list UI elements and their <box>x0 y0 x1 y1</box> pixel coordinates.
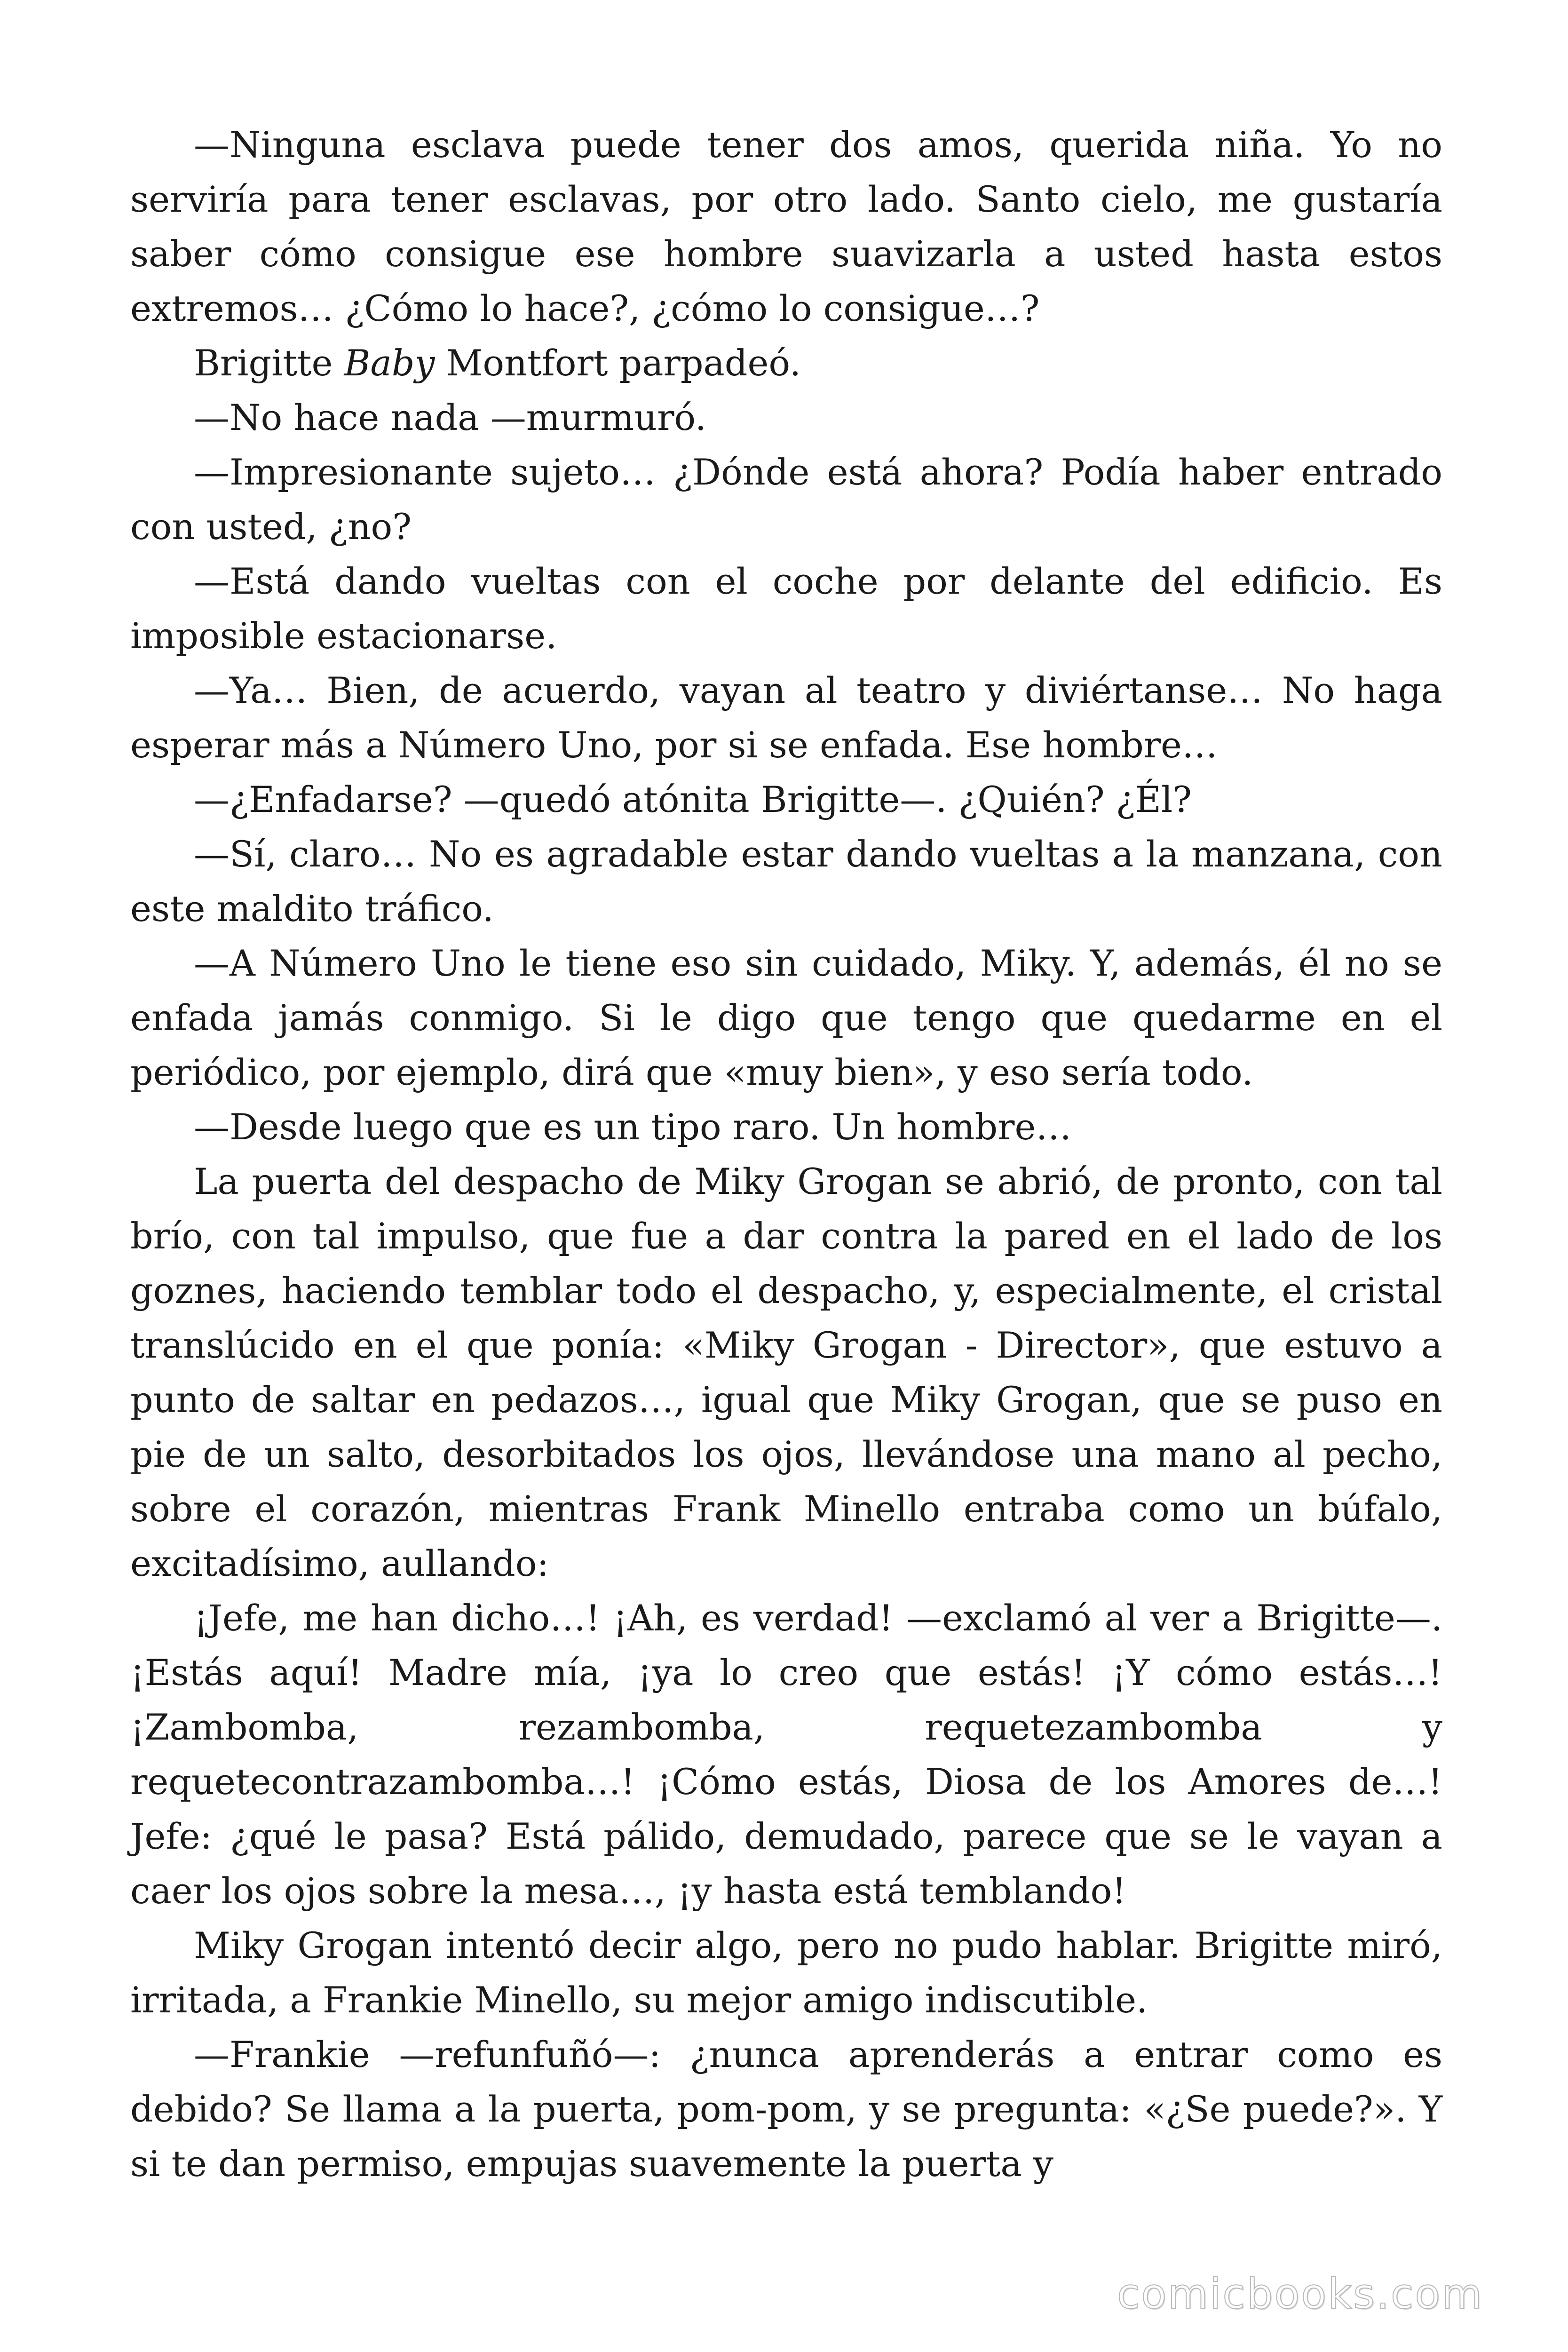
paragraph: —Ya… Bien, de acuerdo, vayan al teatro y diviértanse… No haga esperar más a Número Uno, por si se enfada. Ese hombre… <box>130 669 1442 766</box>
paragraph: Miky Grogan intentó decir algo, pero no pudo hablar. Brigitte miró, irritada, a Frankie Minello, su mejor amigo indiscutible. <box>130 1924 1442 2021</box>
watermark: comicbooks.com <box>1117 2270 1483 2318</box>
paragraph: —A Número Uno le tiene eso sin cuidado, Miky. Y, además, él no se enfada jamás conmigo. Si le digo que tengo que quedarme en el periódico, por ejemplo, dirá que «muy bien», y eso sería todo. <box>130 942 1442 1093</box>
paragraph: —Sí, claro… No es agradable estar dando vueltas a la manzana, con este maldito tráfico. <box>130 833 1442 930</box>
paragraph: —No hace nada —murmuró. <box>194 397 707 438</box>
paragraph-text: Montfort parpadeó. <box>435 342 801 384</box>
paragraph: La puerta del despacho de Miky Grogan se abrió, de pronto, con tal brío, con tal impulso, que fue a dar contra la pared en el lado de los goznes, haciendo temblar todo el despacho, y, especialmente, el cristal translúcido en el que ponía: «Miky Grogan - Director», que estuvo a punto de saltar en pedazos…, igual que Miky Grogan, que se puso en pie de un salto, desorbitados los ojos, llevándose una mano al pecho, sobre el corazón, mientras Frank Minello entraba como un búfalo, excitadísimo, aullando: <box>130 1160 1442 1584</box>
paragraph: —Está dando vueltas con el coche por delante del edificio. Es imposible estacionarse. <box>130 560 1442 657</box>
paragraph: —Ninguna esclava puede tener dos amos, querida niña. Yo no serviría para tener esclavas, por otro lado. Santo cielo, me gustaría saber cómo consigue ese hombre suavizarla a usted hasta estos extremos… ¿Cómo lo hace?, ¿cómo lo consigue…? <box>130 124 1442 329</box>
paragraph: —Impresionante sujeto… ¿Dónde está ahora? Podía haber entrado con usted, ¿no? <box>130 451 1442 548</box>
paragraph <box>130 336 1442 390</box>
italic-word: Baby <box>344 342 435 384</box>
paragraph-text: Brigitte <box>194 342 344 384</box>
book-page-text <box>130 118 1442 2191</box>
paragraph: —Desde luego que es un tipo raro. Un hombre… <box>194 1106 1072 1148</box>
paragraph: —¿Enfadarse? —quedó atónita Brigitte—. ¿Quién? ¿Él? <box>194 779 1192 820</box>
paragraph: ¡Jefe, me han dicho…! ¡Ah, es verdad! —exclamó al ver a Brigitte—. ¡Estás aquí! Madre mía, ¡ya lo creo que estás! ¡Y cómo estás…! ¡Zambomba, rezambomba, requetezambomba y requetecontrazambomba…! ¡Cómo estás, Diosa de los Amores de…! Jefe: ¿qué le pasa? Está pálido, demudado, parece que se le vayan a caer los ojos sobre la mesa…, ¡y hasta está temblando! <box>130 1597 1442 1912</box>
paragraph: —Frankie —refunfuñó—: ¿nunca aprenderás a entrar como es debido? Se llama a la puerta, pom-pom, y se pregunta: «¿Se puede?». Y si te dan permiso, empujas suavemente la puerta y <box>130 2034 1442 2185</box>
